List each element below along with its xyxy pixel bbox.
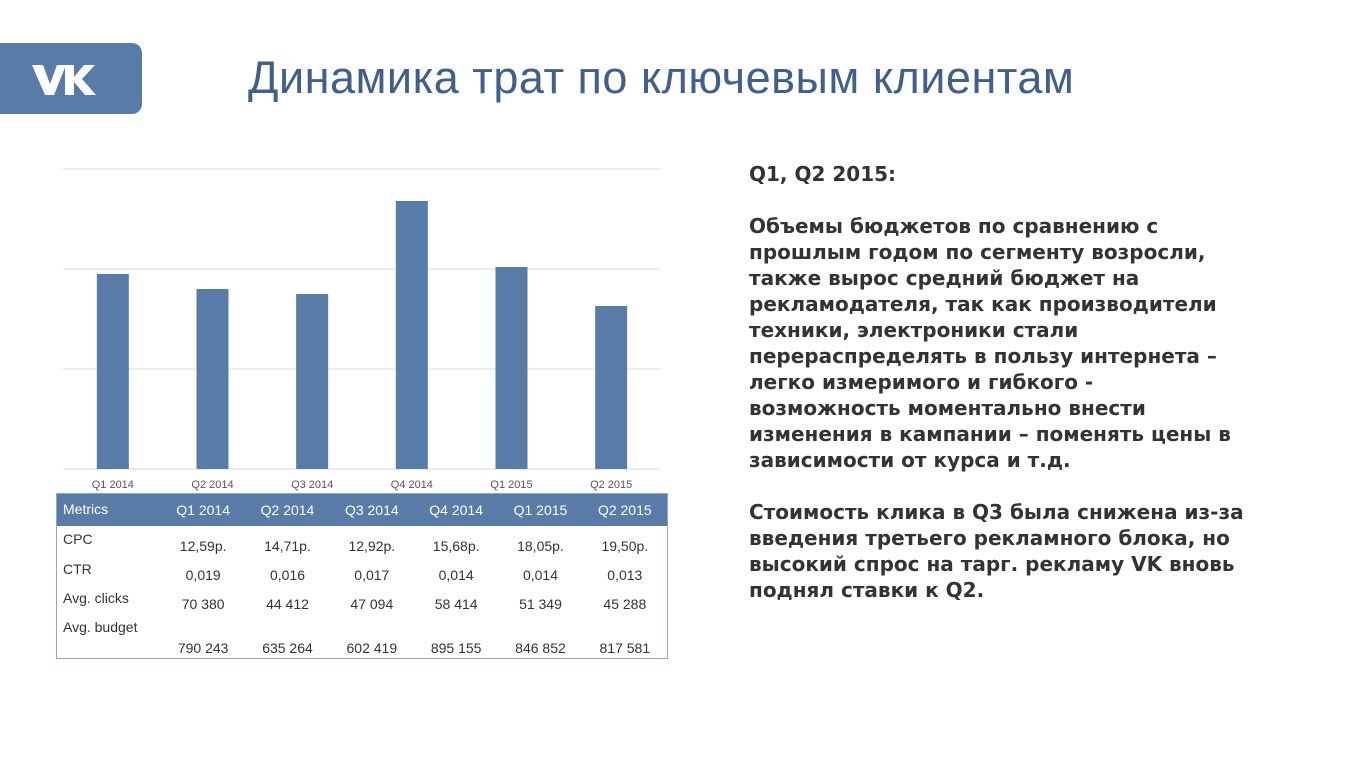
bar-q1-2014 [97, 274, 129, 469]
table-header-cell: Metrics [63, 501, 109, 517]
table-cell: 846 852 [515, 640, 566, 656]
bar-q4-2014 [396, 201, 428, 469]
table-cell: 58 414 [434, 596, 478, 612]
table-cell: 14,71р. [264, 538, 311, 554]
table-cell: 0,014 [522, 567, 558, 583]
bar-q3-2014 [296, 294, 328, 469]
table-header-cell: Q1 2014 [176, 501, 231, 518]
table-cell: 45 288 [603, 596, 647, 612]
x-tick-label: Q2 2014 [191, 479, 234, 491]
table-cell: 895 155 [430, 640, 482, 656]
metrics-table [56, 493, 667, 658]
table-header-cell: Q2 2014 [260, 501, 315, 518]
table-cell: 817 581 [599, 640, 651, 656]
table-header-cell: Q2 2015 [597, 501, 652, 518]
x-tick-label: Q2 2015 [590, 479, 633, 491]
bar-q2-2014 [197, 289, 229, 469]
table-header-row [56, 493, 667, 526]
commentary-heading: Q1, Q2 2015: [749, 162, 897, 186]
table-header-cell: Q4 2014 [429, 501, 483, 518]
table-cell: 635 264 [262, 640, 313, 656]
table-cell: 0,013 [607, 567, 643, 583]
table-cell: 44 412 [266, 596, 309, 612]
table-cell: 0,019 [185, 567, 221, 583]
table-cell: 51 349 [519, 596, 562, 612]
row-label-avg-budget: Avg. budget [63, 619, 138, 635]
x-tick-label: Q3 2014 [291, 479, 334, 491]
x-tick-label: Q4 2014 [390, 479, 433, 491]
table-cell: 0,014 [438, 567, 474, 583]
table-header-cell: Q3 2014 [344, 501, 399, 518]
table-header-cell: Q1 2015 [513, 501, 568, 518]
commentary [749, 161, 1249, 603]
table-cell: 12,59р. [179, 538, 227, 554]
table-cell: 18,05р. [517, 538, 564, 554]
table-cell: 15,68р. [432, 538, 480, 554]
x-tick-label: Q1 2015 [490, 479, 533, 491]
table-cell: 19,50р. [601, 538, 649, 554]
bar-q1-2015 [496, 267, 528, 469]
table-cell: 47 094 [350, 596, 394, 612]
commentary-paragraph-cpc: Стоимость клика в Q3 была снижена из-за введения третьего рекламного блока, но высокий спрос на тарг. рекламу VK вновь поднял ставки к Q2. [749, 500, 1244, 602]
spend-bar-chart [0, 0, 680, 500]
table-row [56, 526, 667, 556]
page-title: Динамика трат по ключевым клиентам [248, 52, 1075, 103]
table-cell: 12,92р. [348, 538, 396, 554]
bar-q2-2015 [595, 306, 627, 469]
table-row [56, 585, 667, 614]
commentary-paragraph-budgets: Объемы бюджетов по сравнению с прошлым годом по сегменту возросли, также вырос средний бюджет на рекламодателя, так как производители техники, электроники стали перераспределять в пользу интернета – легко измеримого и гибкого - возможность моментально внести изменения в кампании – поменять цены в зависимости от курса и т.д. [749, 214, 1231, 472]
table-cell: 790 243 [177, 640, 229, 656]
table-cell: 602 419 [346, 640, 398, 656]
x-tick-label: Q1 2014 [91, 479, 134, 491]
table-cell: 0,017 [354, 567, 390, 583]
table-row [56, 556, 667, 585]
table-cell: 70 380 [181, 596, 225, 612]
row-label-avg-clicks: Avg. clicks [63, 590, 129, 606]
table-cell: 0,016 [269, 567, 306, 583]
row-label-cpc: CPC [63, 531, 93, 547]
row-label-ctr: CTR [63, 561, 92, 577]
table-row [56, 614, 667, 658]
